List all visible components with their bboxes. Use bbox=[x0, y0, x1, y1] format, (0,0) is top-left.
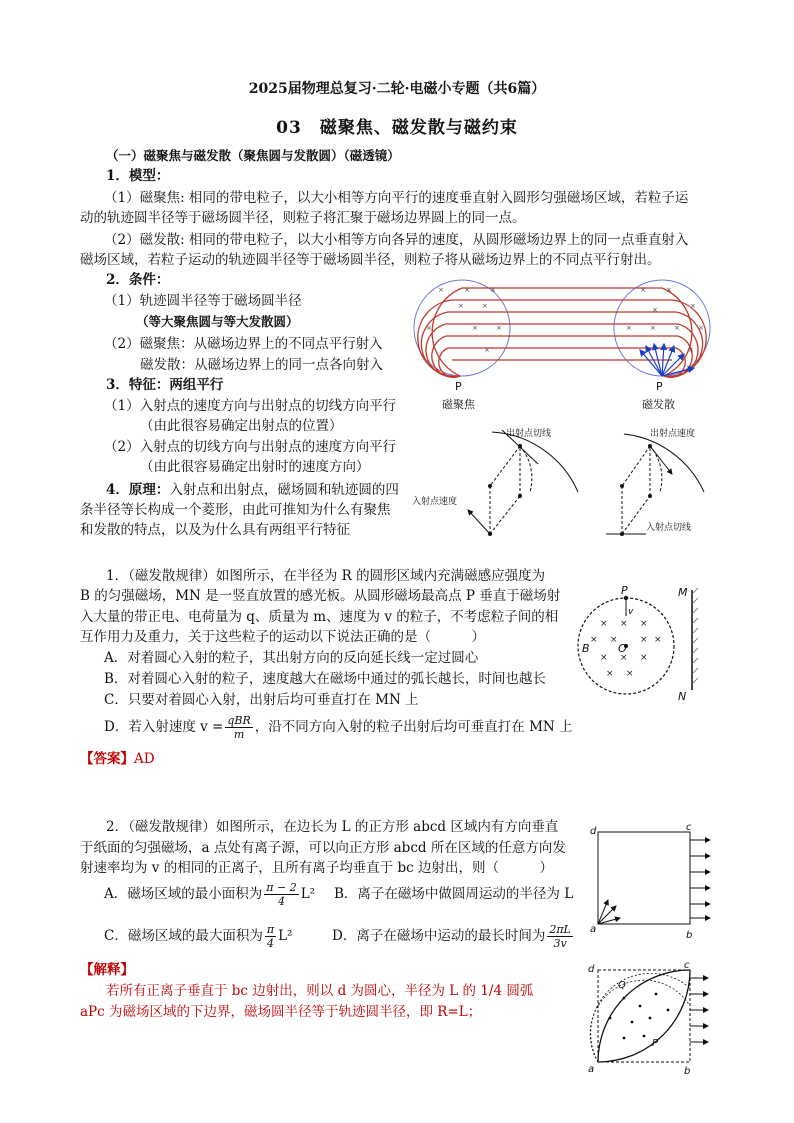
condition-2a: （2）磁聚焦：从磁场边界上的不同点平行射入 bbox=[104, 336, 383, 352]
focus-diverge-figure bbox=[412, 278, 712, 413]
q1-option-c: C．只要对着圆心入射，出射后均可垂直打在 MN 上 bbox=[104, 692, 419, 708]
q1-option-a: A．对着圆心入射的粒子，其出射方向的反向延长线一定过圆心 bbox=[104, 650, 479, 666]
focus-point-label: P bbox=[455, 380, 462, 393]
entry-velocity-label: 入射点速度 bbox=[412, 497, 458, 507]
svg-text:×: × bbox=[606, 669, 614, 679]
svg-text:×: × bbox=[464, 286, 470, 294]
q2-d-label: d bbox=[590, 826, 597, 837]
q1-stem-4: 互作用力及重力，关于这些粒子的运动以下说法正确的是（ ） bbox=[80, 629, 485, 645]
q2-a-label: a bbox=[590, 924, 597, 935]
svg-text:×: × bbox=[674, 324, 680, 332]
q2e-a-label: a bbox=[588, 1064, 595, 1075]
svg-text:×: × bbox=[626, 324, 632, 332]
q2-option-a: A．磁场区域的最小面积为 $\frac{\pi - 2}{4}$ L² bbox=[104, 881, 316, 908]
q1-option-d: D．若入射速度 v = $\frac{\text{qBR}}{m}$ ，沿不同方向入射的粒子出射后均可垂直打在 MN 上 bbox=[104, 714, 573, 741]
svg-text:×: × bbox=[698, 324, 704, 332]
svg-text:×: × bbox=[458, 302, 464, 310]
model-label: 1．模型： bbox=[106, 168, 170, 184]
svg-text:×: × bbox=[496, 324, 502, 332]
q2e-p-label: P bbox=[652, 1038, 659, 1049]
q1-m-label: M bbox=[678, 586, 688, 599]
q2-explain-label: 【解释】 bbox=[80, 962, 134, 978]
q1-answer: 【答案】AD bbox=[80, 751, 155, 767]
q1-p-label: P bbox=[621, 584, 628, 597]
svg-text:×: × bbox=[482, 302, 488, 310]
q2-explain-figure bbox=[584, 958, 714, 1078]
q1-stem-1: 1．（磁发散规律）如图所示，在半径为 R 的圆形区域内充满磁感应强度为 bbox=[106, 568, 546, 584]
svg-text:×: × bbox=[626, 669, 634, 679]
q2-explain-1: 若所有正离子垂直于 bc 边射出，则以 d 为圆心，半径为 L 的 1/4 圆弧 bbox=[106, 983, 534, 999]
svg-text:×: × bbox=[640, 635, 648, 645]
q2-stem-3: 射速率均为 v 的相同的正离子，且所有离子均垂直于 bc 边射出，则（ ） bbox=[80, 860, 553, 876]
q2-explain-2: aPc 为磁场区域的下边界，磁场圆半径等于轨迹圆半径，即 R=L； bbox=[80, 1004, 482, 1020]
q2-option-c: C．磁场区域的最大面积为 $\frac{\pi}{4}$ L² bbox=[104, 923, 293, 950]
focus-text-1: （1）磁聚焦: 相同的带电粒子，以大小相等方向平行的速度垂直射入圆形匀强磁场区域，若粒子运 bbox=[104, 190, 689, 206]
q1-n-label: N bbox=[678, 690, 687, 702]
entry-tangent-label: 入射点切线 bbox=[646, 523, 692, 533]
principle-text-3: 和发散的特点，以及为什么具有两组平行特征 bbox=[80, 522, 350, 538]
condition-1b: （等大聚焦圆与等大发散圆） bbox=[136, 314, 299, 329]
svg-text:×: × bbox=[652, 306, 658, 314]
diverge-point-label: P bbox=[656, 380, 663, 393]
q2e-q-label: Q bbox=[618, 980, 626, 991]
condition-1: （1）轨迹圆半径等于磁场圆半径 bbox=[104, 293, 302, 309]
diverge-text-2: 磁场区域，若粒子运动的轨迹圆半径等于磁场圆半径，则粒子将从磁场边界上的不同点平行射出。 bbox=[80, 252, 661, 268]
svg-text:×: × bbox=[620, 619, 628, 629]
q1-option-b: B．对着圆心入射的粒子，速度越大在磁场中通过的弧长越长，时间也越长 bbox=[104, 671, 546, 687]
q2e-d-label: d bbox=[588, 964, 595, 975]
q2-stem-1: 2．（磁发散规律）如图所示，在边长为 L 的正方形 abcd 区域内有方向垂直 bbox=[106, 819, 559, 835]
focus-text-2: 动的轨迹圆半径等于磁场圆半径，则粒子将汇聚于磁场边界圆上的同一点。 bbox=[80, 210, 526, 226]
focus-caption: 磁聚焦 bbox=[442, 398, 475, 411]
svg-text:×: × bbox=[438, 286, 444, 294]
svg-text:×: × bbox=[610, 635, 618, 645]
q2-b-label: b bbox=[686, 930, 693, 941]
svg-text:×: × bbox=[600, 619, 608, 629]
feature-1b: （由此很容易确定出射点的位置） bbox=[140, 418, 343, 434]
rhombus-figure bbox=[410, 422, 710, 547]
svg-text:×: × bbox=[640, 619, 648, 629]
q1-o-label: O bbox=[618, 642, 627, 655]
q1-b-label: B bbox=[582, 642, 590, 655]
q2e-c-label: c bbox=[684, 960, 690, 971]
svg-text:×: × bbox=[426, 324, 432, 332]
q1-v-label: v bbox=[628, 607, 634, 617]
series-title: 2025届物理总复习·二轮·电磁小专题（共6篇） bbox=[248, 81, 546, 97]
svg-text:×: × bbox=[490, 286, 496, 294]
condition-2b: 磁发散：从磁场边界上的同一点各向射入 bbox=[140, 357, 383, 373]
diverge-text-1: （2）磁发散: 相同的带电粒子，以大小相等方向各异的速度，从圆形磁场边界上的同一点垂直射入 bbox=[104, 232, 689, 248]
principle-text-2: 条半径等长构成一个菱形，由此可推知为什么有聚焦 bbox=[80, 502, 391, 518]
svg-text:×: × bbox=[690, 302, 696, 310]
svg-text:×: × bbox=[620, 653, 628, 663]
q2-c-label: c bbox=[686, 822, 692, 833]
principle-label: 4．原理： bbox=[106, 482, 170, 498]
exit-velocity-label: 出射点速度 bbox=[650, 429, 696, 439]
section-heading: （一）磁聚焦与磁发散（聚焦圆与发散圆）（磁透镜） bbox=[106, 148, 400, 163]
principle-text-1: 入射点和出射点，磁场圆和轨迹圆的四 bbox=[169, 482, 399, 498]
svg-text:×: × bbox=[600, 653, 608, 663]
q2-stem-2: 于纸面的匀强磁场，a 点处有离子源，可以向正方形 abcd 所在区域的任意方向发 bbox=[80, 840, 566, 856]
svg-text:×: × bbox=[484, 346, 490, 354]
svg-text:×: × bbox=[640, 653, 648, 663]
feature-label: 3．特征：两组平行 bbox=[106, 377, 224, 393]
q2-figure bbox=[586, 820, 716, 942]
q2-option-b: B．离子在磁场中做圆周运动的半径为 L bbox=[334, 886, 574, 902]
q1-stem-2: B 的匀强磁场，MN 是一竖直放置的感光板。从圆形磁场最高点 P 垂直于磁场射 bbox=[80, 588, 561, 604]
svg-text:×: × bbox=[688, 346, 694, 354]
svg-text:×: × bbox=[654, 635, 662, 645]
svg-text:×: × bbox=[650, 324, 656, 332]
exit-tangent-label: 出射点切线 bbox=[506, 429, 552, 439]
q2-option-d: D．离子在磁场中运动的最长时间为 $\frac{2\pi L}{3v}$ bbox=[332, 923, 571, 950]
svg-text:×: × bbox=[640, 286, 646, 294]
q1-figure bbox=[574, 582, 714, 702]
chapter-title: 03 磁聚焦、磁发散与磁约束 bbox=[276, 118, 518, 138]
feature-2: （2）入射点的切线方向与出射点的速度方向平行 bbox=[104, 439, 397, 455]
svg-text:×: × bbox=[666, 286, 672, 294]
svg-text:×: × bbox=[590, 635, 598, 645]
feature-1: （1）入射点的速度方向与出射点的切线方向平行 bbox=[104, 398, 397, 414]
feature-2b: （由此很容易确定出射时的速度方向） bbox=[140, 459, 370, 475]
q1-stem-3: 入大量的带正电、电荷量为 q、质量为 m、速度为 v 的粒子，不考虑粒子间的相 bbox=[80, 609, 559, 625]
diverge-caption: 磁发散 bbox=[642, 398, 675, 411]
q2e-b-label: b bbox=[684, 1066, 691, 1077]
svg-text:×: × bbox=[472, 324, 478, 332]
condition-label: 2．条件： bbox=[106, 272, 170, 288]
